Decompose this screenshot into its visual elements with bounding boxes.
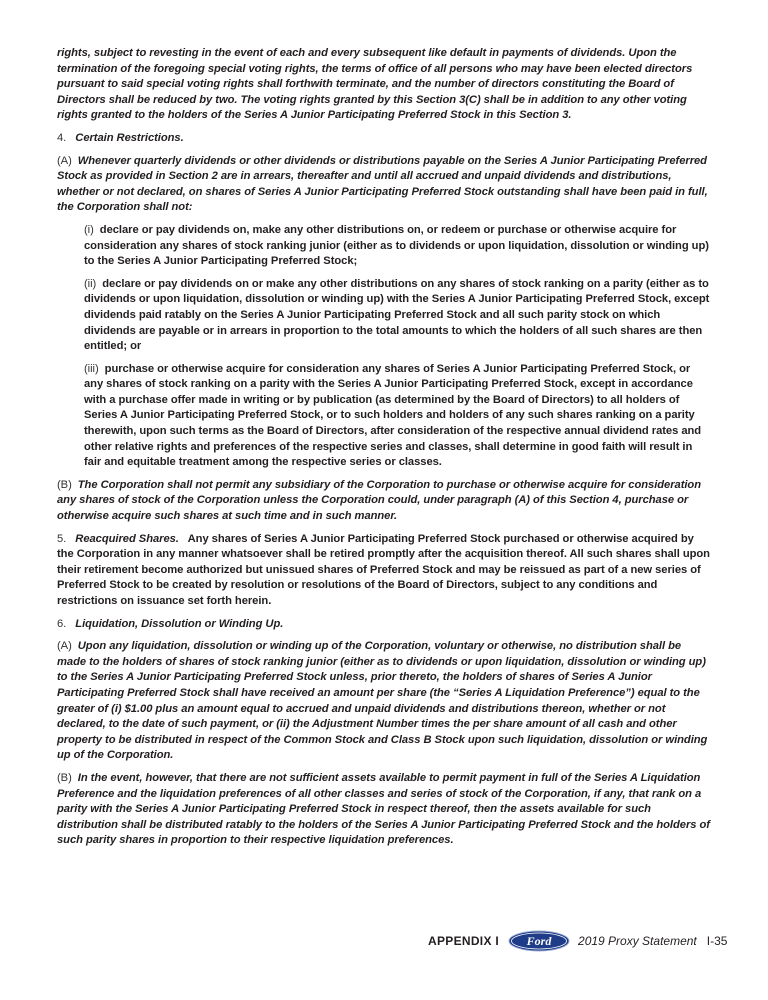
appendix-label: APPENDIX I — [428, 934, 500, 948]
item-text: declare or pay dividends on, make any other distributions on, or redeem or purchase or otherwise acquire for consideration any shares of stock ranking junior (either as to dividends or upon liquidation, dissolution or winding up) to the Series A Junior Participating Preferred Stock; — [84, 223, 709, 268]
section-5 — [57, 532, 712, 610]
section-number: 5. — [57, 532, 67, 545]
paragraph-text: rights, subject to revesting in the event of each and every subsequent like default in payments of dividends. Upon the termination of the foregoing special voting rights, the terms of office of all persons who may have been elected directors pursuant to said special voting rights shall forthwith terminate, and the number of directors constituting the Board of Directors shall be reduced by two. The voting rights granted by this Section 3(C) shall be in addition to any other voting rights granted to the holders of the Series A Junior Participating Preferred Stock in this Section 3. — [57, 47, 693, 122]
section-6-heading — [57, 617, 712, 633]
section-4-item-i — [84, 223, 712, 270]
section-4-heading — [57, 131, 712, 147]
section-4-paragraph-b — [57, 478, 712, 525]
logo-text: Ford — [526, 934, 552, 948]
document-page — [57, 46, 712, 856]
section-4-paragraph-a — [57, 154, 712, 216]
paragraph-label: (B) — [57, 771, 72, 784]
section-4-item-ii — [84, 277, 712, 355]
paragraph-text: The Corporation shall not permit any subsidiary of the Corporation to purchase or otherwise acquire for consideration any shares of stock of the Corporation unless the Corporation could, under paragraph (A) of this Section 4, purchase or otherwise acquire such shares at such time and in such manner. — [57, 478, 701, 523]
item-text: purchase or otherwise acquire for consideration any shares of Series A Junior Participating Preferred Stock, or any shares of stock ranking on a parity with the Series A Junior Participating Preferred Stock, except in accordance with a purchase offer made in writing or by publication (as determined by the Board of Directors) to all holders of Series A Junior Participating Preferred Stock, or to such holders and holders of any such shares ranking on a parity therewith, upon such terms as the Board of Directors, after consideration of the respective annual dividend rates and other relative rights and preferences of the respective series and classes, shall determine in good faith will result in fair and equitable treatment among the respective series or classes. — [84, 362, 702, 469]
section-number: 6. — [57, 617, 67, 630]
paragraph-label: (A) — [57, 154, 72, 167]
paragraph-section3-continuation — [57, 46, 712, 124]
page-number: I-35 — [706, 934, 728, 948]
ford-logo-icon — [508, 930, 570, 952]
section-4-item-iii — [84, 362, 712, 471]
section-title: Certain Restrictions. — [75, 131, 184, 144]
paragraph-text: Whenever quarterly dividends or other dividends or distributions payable on the Series A Junior Participating Preferred Stock as provided in Section 2 are in arrears, thereafter and until all accrued and unpaid dividends and distributions, whether or not declared, on shares of Series A Junior Participating Preferred Stock outstanding shall have been paid in full, the Corporation shall not: — [57, 154, 708, 214]
section-title: Liquidation, Dissolution or Winding Up. — [75, 617, 284, 630]
section-title: Reacquired Shares. — [75, 532, 179, 545]
section-6-paragraph-a — [57, 639, 712, 764]
paragraph-text: In the event, however, that there are not sufficient assets available to permit payment in full of the Series A Liquidation Preference and the liquidation preferences of all other classes and series of stock of the Corporation, if any, that rank on a parity with the Series A Junior Participating Preferred Stock in respect thereof, then the assets available for such distribution shall be distributed ratably to the holders of the Series A Junior Participating Preferred Stock and the holders of such parity shares in proportion to their respective liquidation preferences. — [57, 771, 710, 847]
section-text: Any shares of Series A Junior Participating Preferred Stock purchased or otherwise acquired by the Corporation in any manner whatsoever shall be retired promptly after the acquisition thereof. All such shares shall upon their retirement become authorized but unissued shares of Preferred Stock and may be reissued as part of a new series of Preferred Stock to be created by resolution or resolutions of the Board of Directors, subject to any conditions and restrictions on issuance set forth herein. — [57, 532, 710, 607]
item-label: (ii) — [84, 277, 97, 290]
paragraph-text: Upon any liquidation, dissolution or winding up of the Corporation, voluntary or otherwise, no distribution shall be made to the holders of shares of stock ranking junior (either as to dividends or upon liquidation, dissolution or winding up) to the Series A Junior Participating Preferred Stock unless, prior thereto, the holders of shares of Series A Junior Participating Preferred Stock shall have received an amount per share (the “Series A Liquidation Preference”) equal to the greater of (i) $1.00 plus an amount equal to accrued and unpaid dividends and distributions thereon, whether or not declared, to the date of such payment, or (ii) the Adjustment Number times the per share amount of all cash and other property to be distributed in respect of the Common Stock and Class B Stock upon such liquidation, dissolution or winding up of the Corporation. — [57, 640, 708, 762]
item-label: (i) — [84, 223, 94, 236]
paragraph-label: (B) — [57, 478, 72, 491]
section-6-paragraph-b — [57, 771, 712, 849]
paragraph-label: (A) — [57, 640, 72, 653]
document-title: 2019 Proxy Statement — [578, 934, 697, 948]
item-text: declare or pay dividends on or make any other distributions on any shares of stock ranking on a parity (either as to dividends or upon liquidation, dissolution or winding up) with the Series A Junior Participating Preferred Stock, except dividends paid ratably on the Series A Junior Participating Preferred Stock and all such parity stock on which dividends are payable or in arrears in proportion to the total amounts to which the holders of all such shares are then entitled; or — [84, 277, 710, 353]
item-label: (iii) — [84, 362, 99, 375]
page-footer — [428, 930, 727, 952]
section-number: 4. — [57, 131, 67, 144]
